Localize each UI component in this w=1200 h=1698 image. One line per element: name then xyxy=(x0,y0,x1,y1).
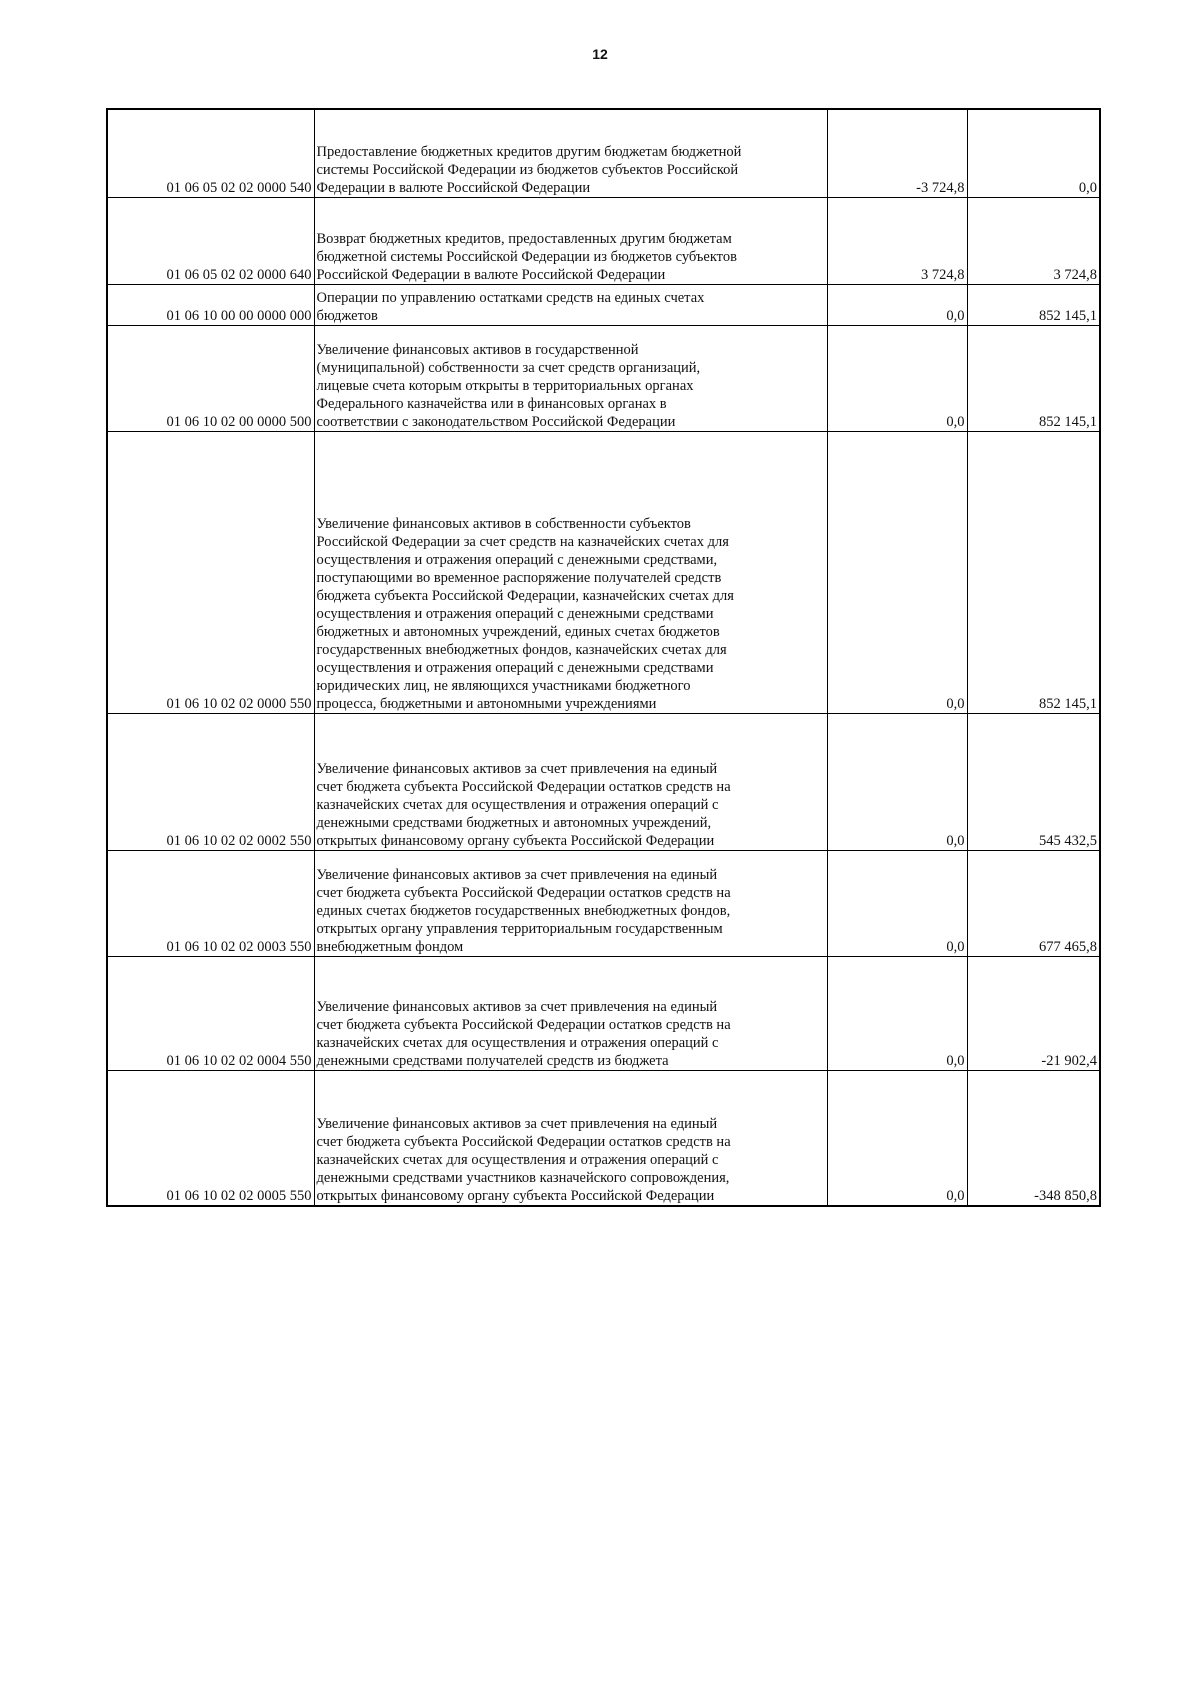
value-cell-2: 852 145,1 xyxy=(967,431,1100,713)
value-cell-1: 0,0 xyxy=(827,431,967,713)
table-row xyxy=(107,713,1100,850)
item-name-cell: Увеличение финансовых активов за счет привлечения на единый счет бюджета субъекта Российской Федерации остатков средств на казначейских счетах для осуществления и отражения операций с денежными средствами бюджетных и автономных учреждений, открытых финансовому органу субъекта Российской Федерации xyxy=(314,713,827,850)
table-row xyxy=(107,325,1100,431)
budget-code-cell: 01 06 10 02 02 0004 550 xyxy=(107,956,314,1070)
budget-code-cell: 01 06 10 00 00 0000 000 xyxy=(107,284,314,325)
value-cell-2: 677 465,8 xyxy=(967,850,1100,956)
budget-code-cell: 01 06 05 02 02 0000 540 xyxy=(107,109,314,197)
table-row xyxy=(107,284,1100,325)
budget-code-cell: 01 06 10 02 02 0002 550 xyxy=(107,713,314,850)
value-cell-2: 852 145,1 xyxy=(967,325,1100,431)
value-cell-1: 0,0 xyxy=(827,284,967,325)
table-row xyxy=(107,850,1100,956)
item-name-cell: Операции по управлению остатками средств на единых счетах бюджетов xyxy=(314,284,827,325)
value-cell-2: 3 724,8 xyxy=(967,197,1100,284)
budget-code-cell: 01 06 10 02 02 0003 550 xyxy=(107,850,314,956)
item-name-cell: Предоставление бюджетных кредитов другим бюджетам бюджетной системы Российской Федерации из бюджетов субъектов Российской Федерации в валюте Российской Федерации xyxy=(314,109,827,197)
page-number: 12 xyxy=(592,46,608,62)
value-cell-1: 0,0 xyxy=(827,850,967,956)
value-cell-1: 0,0 xyxy=(827,713,967,850)
item-name-cell: Увеличение финансовых активов за счет привлечения на единый счет бюджета субъекта Российской Федерации остатков средств на казначейских счетах для осуществления и отражения операций с денежными средствами получателей средств из бюджета xyxy=(314,956,827,1070)
item-name-cell: Увеличение финансовых активов за счет привлечения на единый счет бюджета субъекта Российской Федерации остатков средств на казначейских счетах для осуществления и отражения операций с денежными средствами участников казначейского сопровождения, открытых финансовому органу субъекта Российской Федерации xyxy=(314,1070,827,1206)
value-cell-1: -3 724,8 xyxy=(827,109,967,197)
value-cell-1: 0,0 xyxy=(827,1070,967,1206)
item-name-cell: Возврат бюджетных кредитов, предоставленных другим бюджетам бюджетной системы Российской Федерации из бюджетов субъектов Российской Федерации в валюте Российской Федерации xyxy=(314,197,827,284)
budget-code-cell: 01 06 05 02 02 0000 640 xyxy=(107,197,314,284)
table-row xyxy=(107,1070,1100,1206)
budget-code-cell: 01 06 10 02 00 0000 500 xyxy=(107,325,314,431)
value-cell-2: 545 432,5 xyxy=(967,713,1100,850)
table-row xyxy=(107,956,1100,1070)
table-row xyxy=(107,197,1100,284)
budget-code-cell: 01 06 10 02 02 0005 550 xyxy=(107,1070,314,1206)
item-name-cell: Увеличение финансовых активов в государственной (муниципальной) собственности за счет средств организаций, лицевые счета которым открыты в территориальных органах Федерального казначейства или в финансовых органах в соответствии с законодательством Российской Федерации xyxy=(314,325,827,431)
budget-code-cell: 01 06 10 02 02 0000 550 xyxy=(107,431,314,713)
value-cell-2: -348 850,8 xyxy=(967,1070,1100,1206)
value-cell-1: 0,0 xyxy=(827,956,967,1070)
value-cell-2: 0,0 xyxy=(967,109,1100,197)
item-name-cell: Увеличение финансовых активов в собственности субъектов Российской Федерации за счет средств на казначейских счетах для осуществления и отражения операций с денежными средствами, поступающими во временное распоряжение получателей средств бюджета субъекта Российской Федерации, казначейских счетах для осуществления и отражения операций с денежными средствами бюджетных и автономных учреждений, единых счетах бюджетов государственных внебюджетных фондов, казначейских счетах для осуществления и отражения операций с денежными средствами юридических лиц, не являющихся участниками бюджетного процесса, бюджетными и автономными учреждениями xyxy=(314,431,827,713)
table-row xyxy=(107,109,1100,197)
value-cell-1: 0,0 xyxy=(827,325,967,431)
value-cell-1: 3 724,8 xyxy=(827,197,967,284)
item-name-cell: Увеличение финансовых активов за счет привлечения на единый счет бюджета субъекта Российской Федерации остатков средств на единых счетах бюджетов государственных внебюджетных фондов, открытых органу управления территориальным государственным внебюджетным фондом xyxy=(314,850,827,956)
value-cell-2: -21 902,4 xyxy=(967,956,1100,1070)
value-cell-2: 852 145,1 xyxy=(967,284,1100,325)
table-row xyxy=(107,431,1100,713)
budget-sources-table xyxy=(106,108,1101,1207)
